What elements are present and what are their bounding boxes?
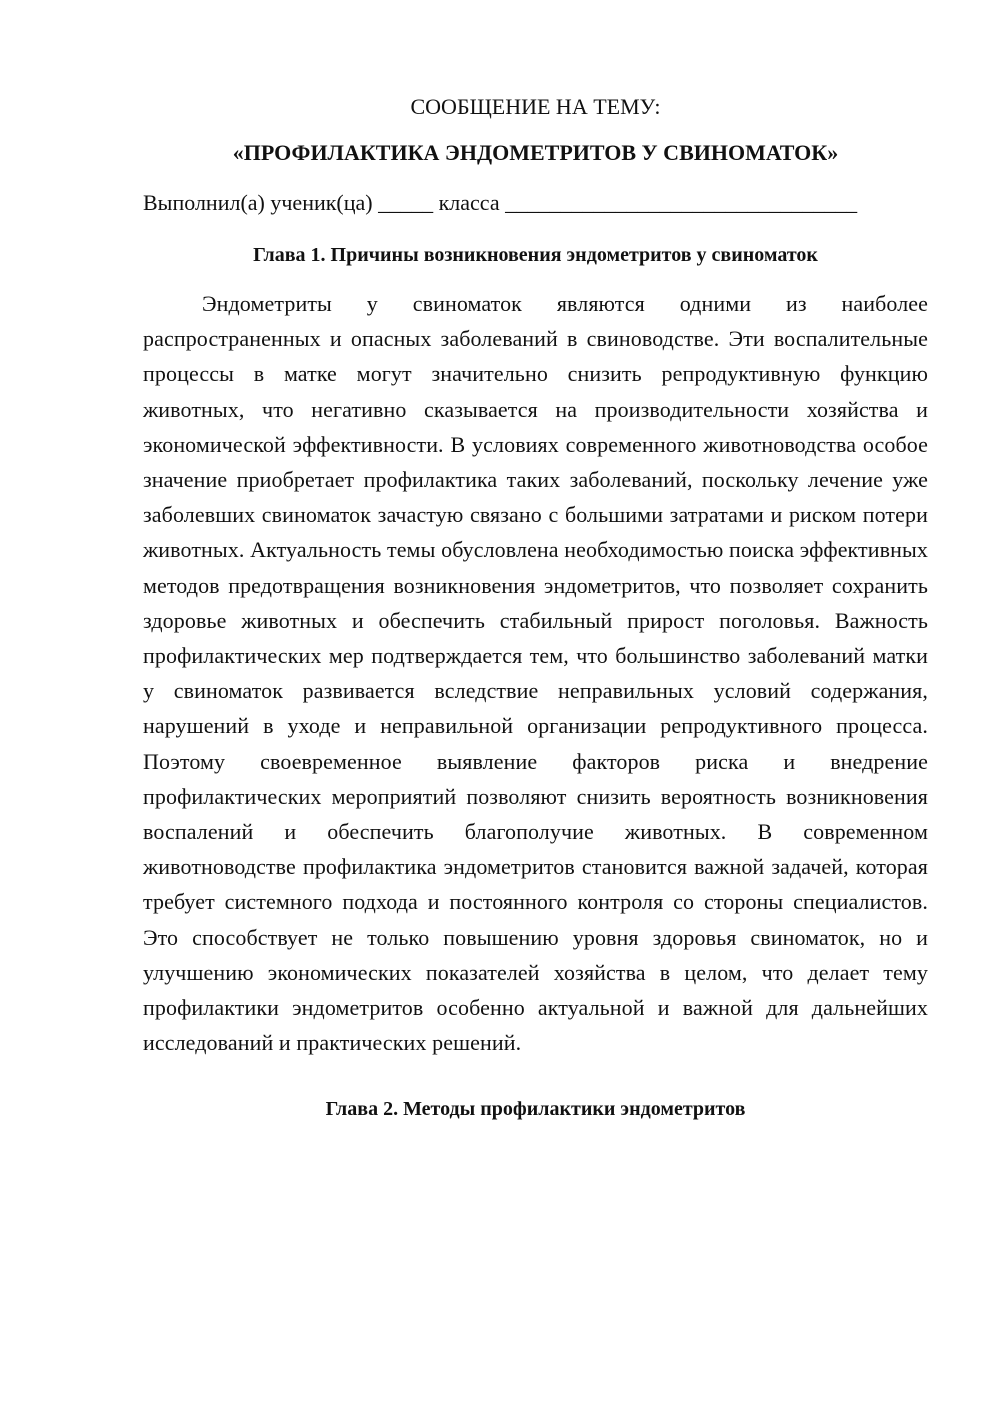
chapter-1-paragraph: Эндометриты у свиноматок являются одними из наиболее распространенных и опасных заболеваний в свиноводстве. Эти воспалительные процессы в матке могут значительно снизить репродуктивную функцию животных, что негативно сказывается на производительности хозяйства и экономической эффективности. В условиях современного животноводства особое значение приобретает профилактика таких заболеваний, поскольку лечение уже заболевших свиноматок зачастую связано с большими затратами и риском потери животных. Актуальность темы обусловлена необходимостью поиска эффективных методов предотвращения возникновения эндометритов, что позволяет сохранить здоровье животных и обеспечить стабильный прирост поголовья. Важность профилактических мер подтверждается тем, что большинство заболеваний матки у свиноматок развивается вследствие неправильных условий содержания, нарушений в уходе и неправильной организации репродуктивного процесса. Поэтому своевременное выявление факторов риска и внедрение профилактических мероприятий позволяют снизить вероятность возникновения воспалений и обеспечить благополучие животных. В современном животноводстве профилактика эндометритов становится важной задачей, которая требует системного подхода и постоянного контроля со стороны специалистов. Это способствует не только повышению уровня здоровья свиноматок, но и улучшению экономических показателей хозяйства в целом, что делает тему профилактики эндометритов особенно актуальной и важной для дальнейших исследований и практических решений. bbox=[143, 291, 928, 1056]
document-page bbox=[143, 90, 928, 1124]
subject-line: СООБЩЕНИЕ НА ТЕМУ: bbox=[410, 94, 661, 119]
student-info-line: Выполнил(а) ученик(ца) _____ класса ________________________________ bbox=[143, 190, 858, 215]
document-title: «ПРОФИЛАКТИКА ЭНДОМЕТРИТОВ У СВИНОМАТОК» bbox=[232, 140, 839, 165]
chapter-2-title: Глава 2. Методы профилактики эндометритов bbox=[325, 1098, 746, 1121]
chapter-1-title: Глава 1. Причины возникновения эндометритов у свиноматок bbox=[253, 244, 818, 266]
